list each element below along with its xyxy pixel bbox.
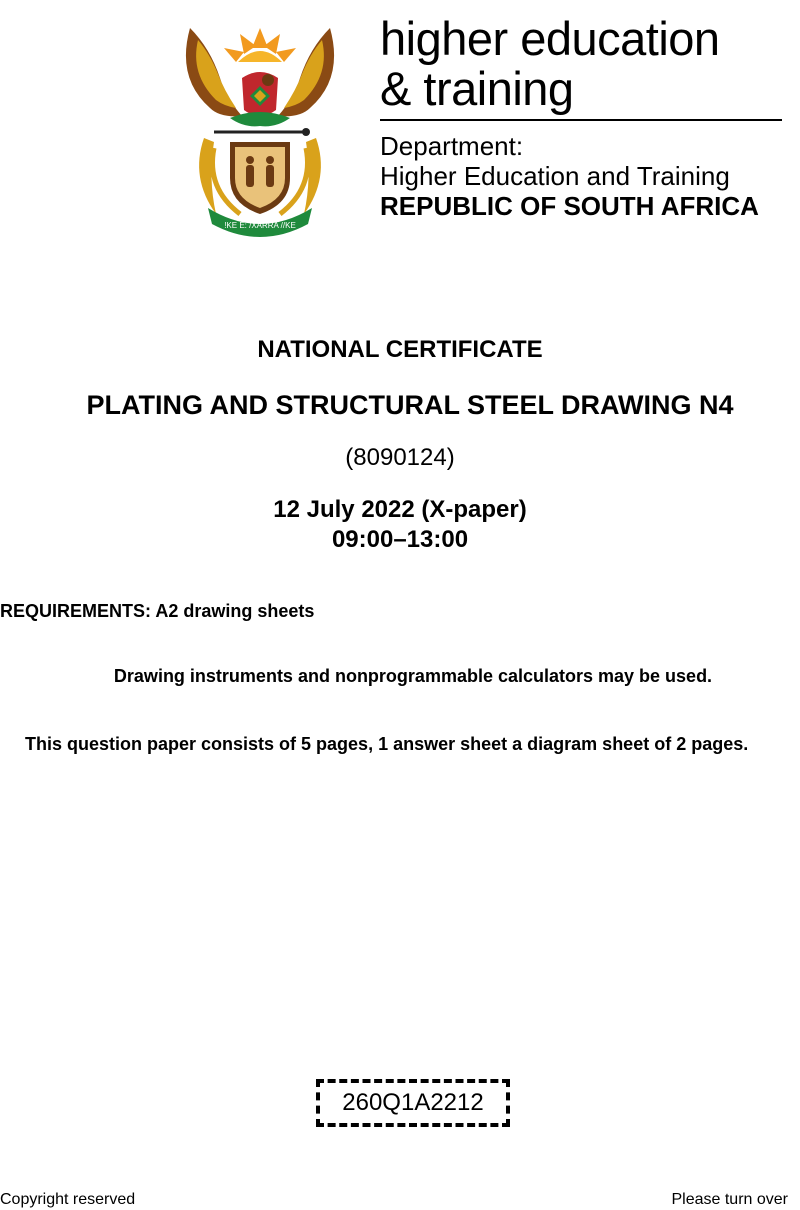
exam-time: 09:00–13:00 [331, 526, 469, 553]
footer-copyright: Copyright reserved [0, 1191, 136, 1208]
sun-icon [224, 28, 296, 62]
subject-code: (8090124) [345, 444, 455, 471]
motto-text: !KE E: /XARRA //KE [224, 221, 296, 230]
paper-code-box [316, 1079, 510, 1127]
dept-title-line1: higher education [380, 12, 720, 65]
dept-name: Higher Education and Training [380, 161, 730, 191]
exam-date: 12 July 2022 (X-paper) [273, 496, 527, 523]
certificate-heading: NATIONAL CERTIFICATE [257, 336, 543, 363]
dept-country: REPUBLIC OF SOUTH AFRICA [380, 191, 759, 221]
subject-title: PLATING AND STRUCTURAL STEEL DRAWING N4 [86, 390, 734, 420]
header-divider [380, 119, 782, 121]
paper-code: 260Q1A2212 [342, 1089, 484, 1116]
dept-label: Department: [380, 131, 524, 161]
pages-note: This question paper consists of 5 pages, 1 answer sheet a diagram sheet of 2 pages. [25, 734, 749, 754]
coat-of-arms-icon [180, 18, 340, 240]
dept-title-line2: & training [380, 62, 574, 115]
instruments-note: Drawing instruments and nonprogrammable calculators may be used. [113, 666, 713, 686]
requirements-text: REQUIREMENTS: A2 drawing sheets [0, 601, 315, 621]
footer-turn-over: Please turn over [671, 1191, 788, 1208]
